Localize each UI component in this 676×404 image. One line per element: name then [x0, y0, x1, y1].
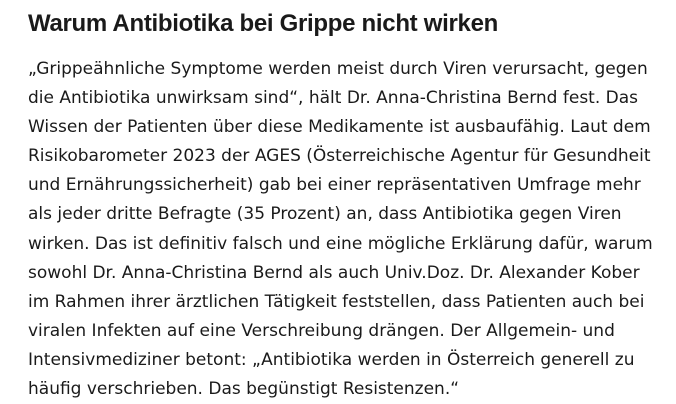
paragraph-line: sowohl Dr. Anna-Christina Bernd als auch Univ.Doz. Dr. Alexander Kober — [28, 262, 640, 283]
paragraph-line: die Antibiotika unwirksam sind“, hält Dr. Anna-Christina Bernd fest. Das — [28, 88, 639, 109]
paragraph-line: Risikobarometer 2023 der AGES (Österreichische Agentur für Gesundheit — [28, 146, 651, 167]
article-paragraph — [28, 55, 668, 404]
paragraph-line: häufig verschrieben. Das begünstigt Resistenzen.“ — [28, 379, 460, 400]
article-headline: Warum Antibiotika bei Grippe nicht wirken — [28, 10, 498, 37]
paragraph-line: viralen Infekten auf eine Verschreibung drängen. Der Allgemein- und — [28, 320, 615, 341]
paragraph-line: und Ernährungssicherheit) gab bei einer repräsentativen Umfrage mehr — [28, 175, 641, 196]
article — [28, 9, 668, 404]
paragraph-line: Intensivmediziner betont: „Antibiotika werden in Österreich generell zu — [28, 349, 635, 370]
paragraph-line: wirken. Das ist definitiv falsch und eine mögliche Erklärung dafür, warum — [28, 233, 653, 254]
paragraph-line: Wissen der Patienten über diese Medikamente ist ausbaufähig. Laut dem — [28, 117, 651, 138]
paragraph-line: „Grippeähnliche Symptome werden meist durch Viren verursacht, gegen — [28, 59, 648, 79]
paragraph-line: als jeder dritte Befragte (35 Prozent) an, dass Antibiotika gegen Viren — [28, 204, 622, 225]
paragraph-line: im Rahmen ihrer ärztlichen Tätigkeit feststellen, dass Patienten auch bei — [28, 291, 645, 312]
